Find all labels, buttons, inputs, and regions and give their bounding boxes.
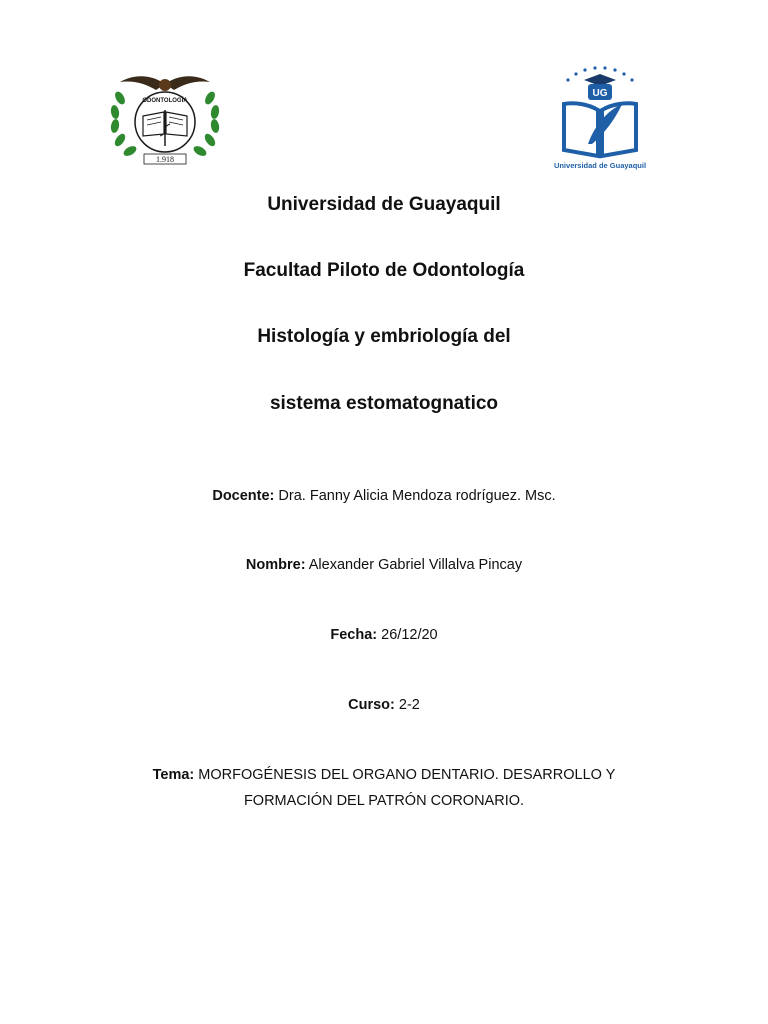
fecha-field	[0, 624, 768, 646]
tema-label: Tema:	[152, 767, 195, 783]
tema-field	[0, 762, 768, 814]
tema-value-line1: MORFOGÉNESIS DEL ORGANO DENTARIO. DESARROLLO Y	[198, 767, 616, 783]
seal-year: 1.918	[156, 155, 174, 164]
faculty-title: Facultad Piloto de Odontología	[243, 260, 525, 281]
subject-title-line2: sistema estomatognatico	[269, 393, 499, 414]
curso-field	[0, 694, 768, 716]
docente-value: Dra. Fanny Alicia Mendoza rodríguez. Msc.	[278, 488, 556, 504]
ug-emblem-icon	[550, 64, 650, 170]
ug-logo-caption: Universidad de Guayaquil	[553, 161, 647, 170]
odontologia-seal-logo	[106, 70, 224, 168]
university-title: Universidad de Guayaquil	[267, 194, 501, 215]
nombre-value: Alexander Gabriel Villalva Pincay	[308, 557, 523, 573]
seal-emblem-icon	[106, 70, 224, 168]
fecha-label: Fecha:	[330, 627, 378, 643]
seal-ring-text: ODONTOLOGÍA	[142, 98, 188, 104]
docente-field	[0, 485, 768, 507]
nombre-label: Nombre:	[245, 557, 306, 573]
fecha-value: 26/12/20	[381, 627, 438, 643]
curso-value: 2-2	[398, 697, 420, 713]
nombre-field	[0, 554, 768, 576]
tema-value-line2: FORMACIÓN DEL PATRÓN CORONARIO.	[243, 793, 525, 809]
universidad-de-guayaquil-logo	[550, 64, 650, 170]
curso-label: Curso:	[348, 697, 395, 713]
subject-title-line1: Histología y embriología del	[257, 326, 511, 347]
ug-monogram: UG	[592, 88, 608, 99]
docente-label: Docente:	[212, 488, 275, 504]
